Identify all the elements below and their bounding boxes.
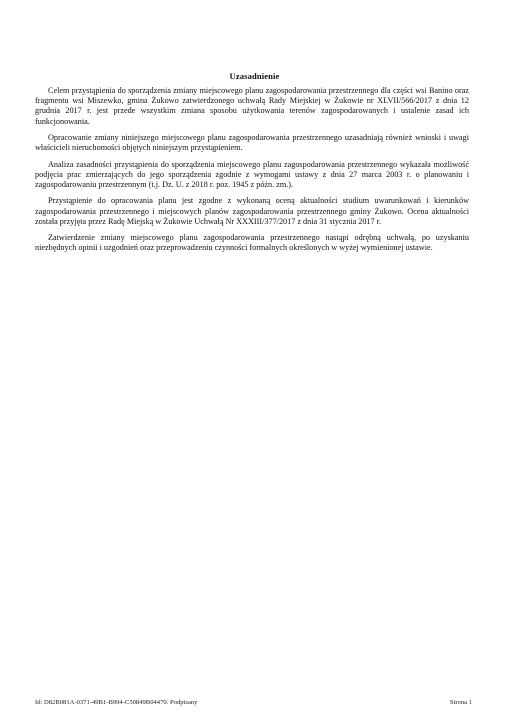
document-body bbox=[35, 86, 469, 260]
paragraph-compliance: Przystąpienie do opracowania planu jest zgodne z wykonaną oceną aktualności studium uwarunkowań i kierunków zagospodarowania przestrzennego i miejscowych planów zagospodarowania przestrzennego gminy Żukowo. Ocena aktualności została przyjęta przez Radę Miejską w Żukowie Uchwałą Nr XXXIII/377/2017 z dnia 31 stycznia 2017 r. bbox=[35, 196, 469, 226]
document-id: Id: D82B081A-0371-49B1-B994-C50849B04470. Podpisany bbox=[35, 699, 198, 706]
paragraph-approval: Zatwierdzenie zmiany miejscowego planu zagospodarowania przestrzennego nastąpi odrębną uchwałą, po uzyskaniu niezbędnych opinii i uzgodnień oraz przeprowadzeniu czynności formalnych określonych w wyżej wymienionej ustawie. bbox=[35, 233, 469, 253]
page-number: Strona 1 bbox=[449, 699, 472, 706]
document-title: Uzasadnienie bbox=[229, 71, 280, 81]
paragraph-purpose: Celem przystąpienia do sporządzenia zmiany miejscowego planu zagospodarowania przestrzennego dla części wsi Banino oraz fragmentu wsi Miszewko, gmina Żukowo zatwierdzonego uchwałą Rady Miejskiej w Żukowie nr XLVII/566/2017 z dnia 12 grudnia 2017 r. jest przede wszystkim zmiana sposobu użytkowania terenów zagospodarowanych i ustalenie zasad ich funkcjonowania. bbox=[35, 86, 469, 126]
paragraph-analysis: Analiza zasadności przystąpienia do sporządzenia miejscowego planu zagospodarowania przestrzennego wykazała możliwość podjęcia prac zmierzających do jego sporządzenia zgodnie z wymogami ustawy z dnia 27 marca 2003 r. o planowaniu i zagospodarowaniu przestrzennym (t.j. Dz. U. z 2018 r. poz. 1945 z późn. zm.). bbox=[35, 159, 469, 189]
paragraph-requests: Opracowanie zmiany niniejszego miejscowego planu zagospodarowania przestrzennego uzasadniają również wnioski i uwagi właścicieli nieruchomości objętych niniejszym przystąpieniem. bbox=[35, 133, 469, 153]
page-footer bbox=[35, 699, 472, 706]
